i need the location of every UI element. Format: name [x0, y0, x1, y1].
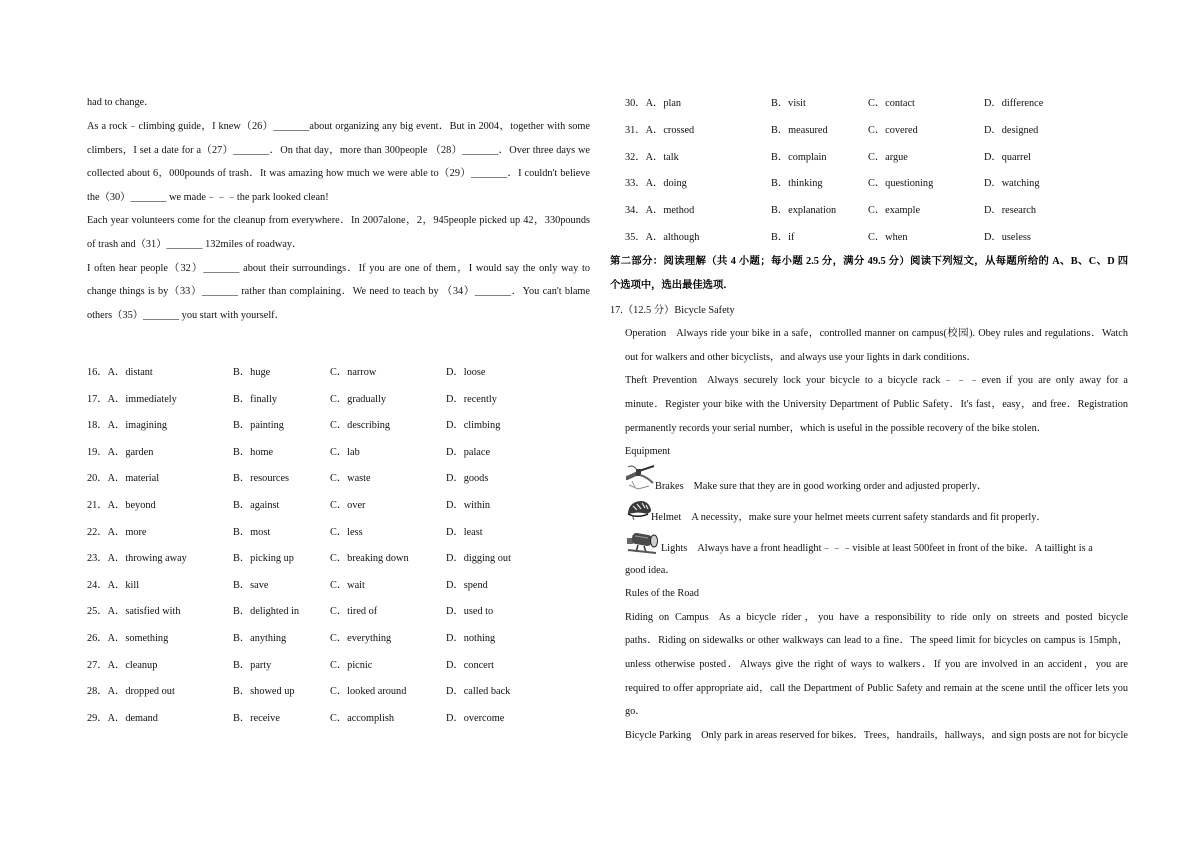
- option-a: A．beyond: [107, 500, 156, 511]
- question-35-row: [625, 226, 1128, 250]
- question-29-row: [87, 707, 590, 731]
- option-a: A．satisfied with: [107, 606, 181, 618]
- riding-label: Riding on Campus: [625, 612, 709, 623]
- option-a-cell: [625, 172, 687, 196]
- option-c: C．everything: [330, 633, 392, 644]
- passage-line: had to change．: [87, 97, 155, 108]
- question-32-row: [625, 146, 1128, 170]
- option-a-cell: [625, 92, 681, 116]
- option-d: D．designed: [984, 124, 1039, 136]
- option-c: C．tired of: [330, 606, 378, 618]
- question-number: 32．: [625, 151, 646, 163]
- option-d: D．within: [446, 500, 491, 511]
- riding-text: As a bicycle rider，you have a responsibility to ride only on streets and posted bicycle: [718, 612, 1129, 623]
- question-22-row: [87, 521, 590, 545]
- option-b: B．delighted in: [233, 606, 300, 618]
- option-b: B．against: [233, 500, 280, 511]
- option-c: C．lab: [330, 446, 360, 458]
- question-number: 17．: [87, 393, 108, 405]
- option-d: D．digging out: [446, 553, 511, 565]
- option-a-cell: [625, 226, 699, 250]
- helmet-text: A necessity，make sure your helmet meets current safety standards and fit properly．: [691, 512, 1047, 523]
- helmet-icon: [626, 499, 652, 521]
- option-a-cell: [87, 627, 168, 651]
- option-a-cell: [87, 600, 181, 624]
- question-number: 24．: [87, 579, 108, 591]
- option-c: C．when: [868, 232, 908, 243]
- passage-line: change things is by（33）_______ rather than complaining．We need to teach by （34）_______．You can't blame: [87, 286, 590, 297]
- option-d: D．concert: [446, 659, 495, 671]
- option-a-cell: [87, 441, 153, 465]
- question-title: 17.（12.5 分）Bicycle Safety: [610, 305, 735, 316]
- question-23-row: [87, 547, 590, 571]
- passage-line: the（30）_______ we made﹣﹣﹣the park looked clean!: [87, 192, 329, 203]
- option-c: C．contact: [868, 98, 915, 109]
- option-a-cell: [87, 680, 175, 704]
- question-number: 30．: [625, 98, 646, 109]
- rules-heading: Rules of the Road: [625, 588, 700, 599]
- option-b: B．explanation: [771, 205, 837, 217]
- brakes-text: Make sure that they are in good working order and adjusted properly．: [693, 481, 988, 492]
- option-b: B．measured: [771, 124, 828, 136]
- parking-text: Only park in areas reserved for bikes．Trees，handrails，hallways，and sign posts are not for bicycle: [701, 730, 1128, 741]
- option-d: D．spend: [446, 579, 488, 591]
- theft-prevention-line: [625, 369, 1128, 393]
- option-d: D．goods: [446, 473, 489, 485]
- question-16-row: [87, 361, 590, 385]
- riding-line: unless otherwise posted．Always give the right of ways to walkers．If you are involved in an accident，you are: [625, 659, 1128, 670]
- option-a: A．demand: [107, 712, 158, 724]
- riding-line: go．: [625, 706, 646, 717]
- question-33-row: [625, 172, 1128, 196]
- option-c: C．waste: [330, 473, 371, 485]
- section-heading-line: 个选项中，选出最佳选项．: [610, 280, 734, 291]
- option-c: C．looked around: [330, 686, 407, 698]
- helmet-label: Helmet: [651, 512, 682, 523]
- parking-line: [625, 724, 1128, 748]
- question-24-row: [87, 574, 590, 598]
- question-19-row: [87, 441, 590, 465]
- helmet-line: [651, 506, 1047, 530]
- option-a-cell: [87, 494, 156, 518]
- option-b: B．resources: [233, 473, 290, 485]
- option-b: B．home: [233, 446, 274, 458]
- question-number: 26．: [87, 633, 108, 644]
- option-a: A．imagining: [107, 420, 168, 432]
- question-number: 21．: [87, 500, 108, 511]
- passage-line: climbers，I set a date for a（27）_______．On that day，more than 300people （28）_______．Over three days we: [87, 145, 590, 156]
- question-number: 19．: [87, 446, 108, 458]
- option-c: C．narrow: [330, 367, 377, 378]
- option-a: A．crossed: [645, 124, 695, 136]
- brakes-icon: [626, 463, 656, 491]
- option-b: B．most: [233, 526, 271, 538]
- question-number: 25．: [87, 606, 108, 618]
- option-c: C．gradually: [330, 393, 387, 405]
- option-a: A．talk: [645, 151, 679, 163]
- option-a-cell: [87, 574, 139, 598]
- question-28-row: [87, 680, 590, 704]
- operation-label: Operation: [625, 328, 667, 339]
- option-b: B．showed up: [233, 686, 295, 698]
- question-number: 16．: [87, 367, 108, 378]
- option-a: A．although: [645, 232, 700, 243]
- option-a-cell: [625, 199, 694, 223]
- option-d: D．called back: [446, 686, 511, 698]
- option-a: A．something: [107, 633, 169, 644]
- option-d: D．watching: [984, 178, 1040, 190]
- lights-label: Lights: [661, 543, 688, 554]
- option-a-cell: [87, 414, 167, 438]
- theft-prevention-label: Theft Prevention: [625, 375, 698, 386]
- question-number: 29．: [87, 712, 108, 724]
- option-a-cell: [87, 521, 146, 545]
- option-b: B．thinking: [771, 178, 823, 190]
- option-a: A．distant: [107, 367, 153, 378]
- option-d: D．used to: [446, 606, 494, 618]
- riding-line: required to offer appropriate aid，call the Department of Public Safety and remain at the scene until the officer lets you: [625, 683, 1128, 694]
- option-d: D．recently: [446, 393, 497, 405]
- option-d: D．nothing: [446, 633, 496, 644]
- option-a-cell: [87, 707, 158, 731]
- option-a: A．plan: [645, 98, 682, 109]
- option-b: B．complain: [771, 151, 827, 163]
- option-b: B．if: [771, 232, 795, 243]
- lights-line: [661, 537, 1093, 561]
- question-number: 33．: [625, 178, 646, 190]
- theft-prevention-line: minute．Register your bike with the University Department of Public Safety．It's fast，easy，and free．Registration: [625, 399, 1128, 410]
- option-a: A．kill: [107, 579, 140, 591]
- section-heading-line: 第二部分：阅读理解（共 4 小题；每小题 2.5 分，满分 49.5 分）阅读下列短文，从每题所给的 A、B、C、D 四: [610, 256, 1128, 267]
- question-34-row: [625, 199, 1128, 223]
- option-c: C．questioning: [868, 178, 934, 190]
- question-31-row: [625, 119, 1128, 143]
- question-30-row: [625, 92, 1128, 116]
- equipment-heading: Equipment: [625, 446, 671, 457]
- option-c: C．argue: [868, 151, 908, 163]
- question-number: 28．: [87, 686, 108, 698]
- lights-icon: [626, 530, 662, 554]
- option-a-cell: [625, 119, 694, 143]
- passage-line: others（35）_______ you start with yourself．: [87, 310, 285, 321]
- option-b: B．huge: [233, 367, 271, 378]
- option-a-cell: [87, 654, 157, 678]
- option-a-cell: [87, 467, 159, 491]
- riding-line: [625, 606, 1128, 630]
- option-b: B．finally: [233, 393, 278, 405]
- option-a-cell: [87, 361, 153, 385]
- parking-label: Bicycle Parking: [625, 730, 692, 741]
- question-number: 20．: [87, 473, 108, 485]
- option-d: D．loose: [446, 367, 486, 378]
- option-c: C．picnic: [330, 659, 373, 671]
- question-18-row: [87, 414, 590, 438]
- passage-line: As a rock﹣climbing guide，I knew（26）_______about organizing any big event．But in 2004，together with some: [87, 121, 590, 132]
- option-a-cell: [625, 146, 679, 170]
- option-d: D．quarrel: [984, 151, 1031, 163]
- option-b: B．painting: [233, 420, 284, 432]
- option-c: C．covered: [868, 124, 918, 136]
- question-27-row: [87, 654, 590, 678]
- question-26-row: [87, 627, 590, 651]
- operation-line: out for walkers and other bicyclists，and always use your lights in dark conditions．: [625, 352, 977, 363]
- option-c: C．wait: [330, 579, 365, 591]
- option-a: A．more: [107, 526, 147, 538]
- passage-line: Each year volunteers come for the cleanup from everywhere．In 2007alone，2，945people picked up 42，330pounds: [87, 215, 590, 226]
- question-number: 27．: [87, 659, 108, 671]
- option-c: C．over: [330, 500, 366, 511]
- option-d: D．palace: [446, 446, 491, 458]
- brakes-line: [655, 475, 987, 499]
- option-d: D．useless: [984, 232, 1031, 243]
- brakes-label: Brakes: [655, 481, 684, 492]
- option-b: B．anything: [233, 633, 287, 644]
- question-25-row: [87, 600, 590, 624]
- passage-line: of trash and（31）_______ 132miles of roadway．: [87, 239, 303, 250]
- option-c: C．breaking down: [330, 553, 409, 565]
- question-number: 22．: [87, 526, 108, 538]
- question-17-row: [87, 388, 590, 412]
- option-b: B．save: [233, 579, 269, 591]
- option-a-cell: [87, 547, 187, 571]
- operation-line: [625, 322, 1128, 346]
- option-a: A．immediately: [107, 393, 177, 405]
- option-a: A．dropped out: [107, 686, 175, 698]
- question-number: 34．: [625, 205, 646, 217]
- option-b: B．receive: [233, 712, 280, 724]
- riding-line: paths．Riding on sidewalks or other walkways can lead to a fine．The speed limit for bicycles on campus is 15mph，: [625, 635, 1128, 646]
- passage-line: collected about 6，000pounds of trash．It was amazing how much we were able to（29）_______．I couldn't believe: [87, 168, 590, 179]
- option-c: C．less: [330, 526, 363, 538]
- option-a: A．cleanup: [107, 659, 158, 671]
- option-d: D．overcome: [446, 712, 505, 724]
- option-a: A．garden: [107, 446, 154, 458]
- option-a: A．throwing away: [107, 553, 187, 565]
- operation-text: Always ride your bike in a safe，controlled manner on campus(校园). Obey rules and regulations．Watch: [676, 328, 1128, 339]
- option-a: A．material: [107, 473, 160, 485]
- option-c: C．example: [868, 205, 921, 217]
- question-20-row: [87, 467, 590, 491]
- theft-prevention-text: Always securely lock your bicycle to a bicycle rack﹣﹣﹣even if you are only away for a: [707, 375, 1128, 386]
- option-a: A．doing: [645, 178, 687, 190]
- option-b: B．visit: [771, 98, 806, 109]
- passage-line: I often hear people（32）_______ about their surroundings．If you are one of them，I would say the only way to: [87, 263, 590, 274]
- option-d: D．least: [446, 526, 483, 538]
- question-21-row: [87, 494, 590, 518]
- option-d: D．climbing: [446, 420, 501, 432]
- question-number: 31．: [625, 124, 646, 136]
- option-b: B．picking up: [233, 553, 294, 565]
- option-d: D．research: [984, 205, 1037, 217]
- option-c: C．accomplish: [330, 712, 395, 724]
- question-number: 35．: [625, 232, 646, 243]
- option-a: A．method: [645, 205, 695, 217]
- option-b: B．party: [233, 659, 272, 671]
- theft-prevention-line: permanently records your serial number，which is useful in the possible recovery of the bike stolen．: [625, 423, 1048, 434]
- lights-line: good idea．: [625, 565, 676, 576]
- option-c: C．describing: [330, 420, 391, 432]
- question-number: 18．: [87, 420, 108, 432]
- lights-text: Always have a front headlight﹣﹣﹣visible at least 500feet in front of the bike．A taillight is a: [697, 543, 1093, 554]
- question-number: 23．: [87, 553, 108, 565]
- option-a-cell: [87, 388, 177, 412]
- option-d: D．difference: [984, 98, 1044, 109]
